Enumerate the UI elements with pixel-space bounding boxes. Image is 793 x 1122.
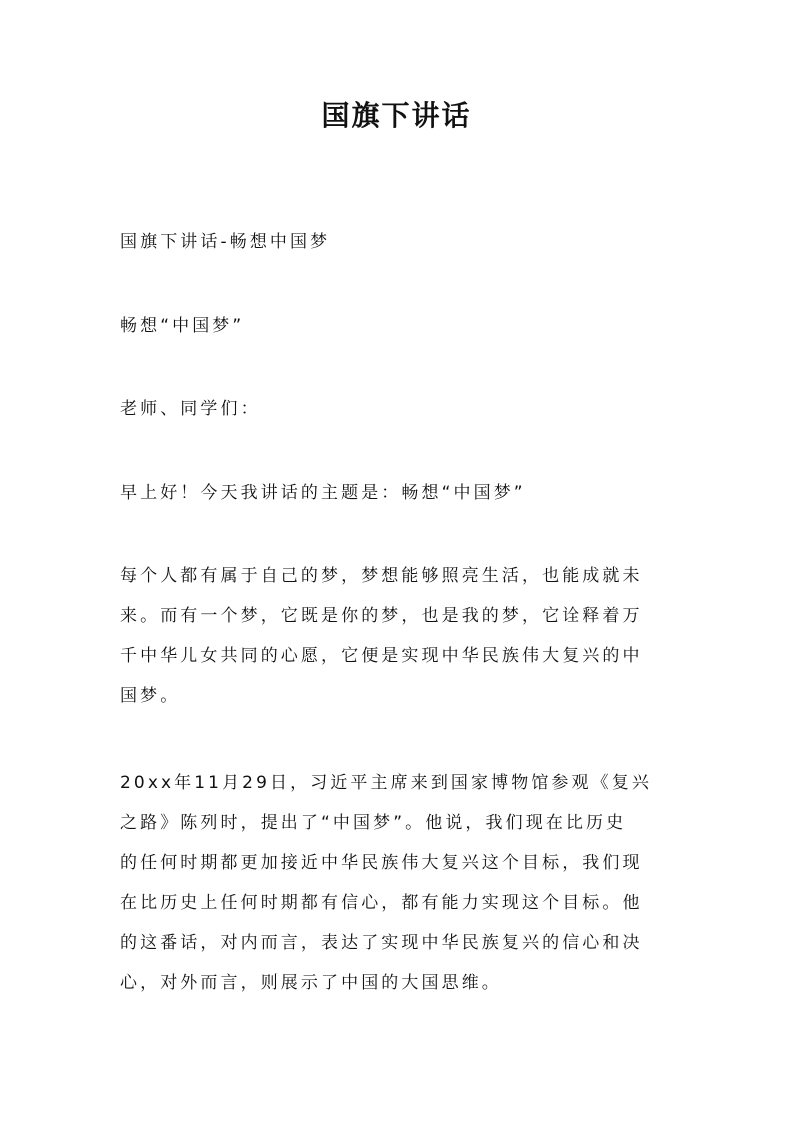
- paragraph-line: 畅想“中国梦”: [120, 316, 245, 336]
- paragraph-line: 国旗下讲话-畅想中国梦: [120, 232, 331, 252]
- paragraph-line: 早上好！今天我讲话的主题是：畅想“中国梦”: [120, 483, 526, 503]
- paragraph-line: 之路》陈列时，提出了“中国梦”。他说，我们现在比历史: [120, 813, 627, 833]
- paragraph-subtitle: [120, 222, 676, 262]
- paragraph-line: 来。而有一个梦，它既是你的梦，也是我的梦，它诠释着万: [120, 606, 643, 626]
- paragraph-line: 心，对外而言，则展示了中国的大国思维。: [120, 973, 502, 993]
- paragraph-line: 在比历史上任何时期都有信心，都有能力实现这个目标。他: [120, 893, 643, 913]
- paragraph-greeting: [120, 473, 676, 513]
- paragraph-salutation: [120, 389, 676, 429]
- paragraph-heading: [120, 306, 676, 346]
- paragraph-body-2: [120, 763, 676, 1003]
- paragraph-line: 每个人都有属于自己的梦，梦想能够照亮生活，也能成就未: [120, 566, 643, 586]
- paragraph-line: 国梦。: [120, 686, 181, 706]
- paragraph-line: 的这番话，对内而言，表达了实现中华民族复兴的信心和决: [120, 933, 643, 953]
- paragraph-body-1: [120, 556, 676, 716]
- paragraph-line: 的任何时期都更加接近中华民族伟大复兴这个目标，我们现: [120, 853, 643, 873]
- paragraph-line: 20xx年11月29日，习近平主席来到国家博物馆参观《复兴: [120, 773, 652, 793]
- paragraph-line: 千中华儿女共同的心愿，它便是实现中华民族伟大复兴的中: [120, 646, 643, 666]
- document-title: 国旗下讲话: [321, 99, 472, 132]
- paragraph-line: 老师、同学们：: [120, 399, 261, 419]
